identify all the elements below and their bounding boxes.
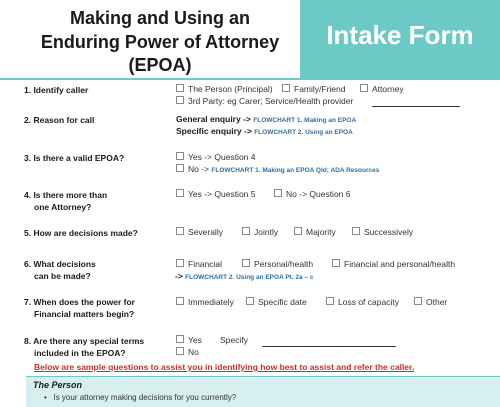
checkbox[interactable] xyxy=(242,227,250,235)
q7-option-loss-of-capacity-label: Loss of capacity xyxy=(338,297,399,307)
question-4-label xyxy=(24,189,107,213)
question-6-label-line-2: can be made? xyxy=(34,271,91,281)
q8-specify-label: Specify xyxy=(220,335,248,345)
question-4-label-line-1: 4. Is there more than xyxy=(24,190,108,200)
person-bullet-text: Is your attorney making decisions for you currently? xyxy=(53,393,237,402)
q4-option-no[interactable] xyxy=(274,189,351,200)
q1-option-third-party[interactable] xyxy=(176,96,353,107)
q1-option-principal[interactable] xyxy=(176,84,273,95)
question-8-label xyxy=(24,335,144,359)
q7-option-other[interactable] xyxy=(414,297,447,308)
q3-option-no-label: No -> xyxy=(188,164,210,174)
q7-option-specific-date[interactable] xyxy=(246,297,307,308)
q2-general-enquiry xyxy=(176,114,356,126)
checkbox[interactable] xyxy=(326,297,334,305)
q2-specific-link[interactable]: FLOWCHART 2. Using an EPOA xyxy=(254,129,353,136)
banner-title: Intake Form xyxy=(326,20,474,50)
q1-option-family-label: Family/Friend xyxy=(294,84,346,94)
q4-option-no-label: No -> Question 6 xyxy=(286,189,351,199)
question-7-label-line-1: 7. When does the power for xyxy=(24,297,135,307)
q3-no-link[interactable]: FLOWCHART 1. Making an EPOA Qld; ADA Resources xyxy=(211,167,380,174)
checkbox[interactable] xyxy=(176,164,184,172)
person-section xyxy=(26,376,500,407)
title-line-1: Making and Using an xyxy=(69,8,251,28)
q8-option-yes[interactable] xyxy=(176,335,202,346)
question-6-label-line-1: 6. What decisions xyxy=(24,259,96,269)
q2-general-link[interactable]: FLOWCHART 1. Making an EPOA xyxy=(253,117,357,124)
q5-option-majority-label: Majority xyxy=(306,227,336,237)
checkbox[interactable] xyxy=(332,259,340,267)
checkbox[interactable] xyxy=(176,259,184,267)
question-4-label-line-2: one Attorney? xyxy=(34,202,92,212)
q6-arrow: -> xyxy=(175,271,183,281)
q5-option-successively-label: Successively xyxy=(364,227,414,237)
header-divider xyxy=(0,78,500,80)
q5-option-severally[interactable] xyxy=(176,227,223,238)
q1-option-family[interactable] xyxy=(282,84,345,95)
question-3-label: 3. Is there a valid EPOA? xyxy=(24,153,125,163)
q3-option-yes-label: Yes -> Question 4 xyxy=(188,152,256,162)
checkbox[interactable] xyxy=(360,84,368,92)
q8-specify-field[interactable] xyxy=(262,346,396,347)
checkbox[interactable] xyxy=(176,96,184,104)
q8-option-no-label: No xyxy=(188,347,199,357)
title-line-2: Enduring Power of Attorney xyxy=(40,32,280,52)
q5-option-jointly[interactable] xyxy=(242,227,278,238)
checkbox[interactable] xyxy=(176,189,184,197)
person-section-title: The Person xyxy=(33,380,83,390)
question-8-label-line-1: 8. Are there any special terms xyxy=(24,336,145,346)
q5-option-severally-label: Severally xyxy=(188,227,223,237)
checkbox[interactable] xyxy=(176,335,184,343)
bullet-dot-icon: • xyxy=(44,393,54,402)
q8-option-yes-label: Yes xyxy=(188,335,202,345)
q6-option-financial[interactable] xyxy=(176,259,222,270)
checkbox[interactable] xyxy=(246,297,254,305)
banner xyxy=(300,0,500,78)
question-8-label-line-2: included in the EPOA? xyxy=(34,348,126,358)
q6-option-personal-label: Personal/health xyxy=(254,259,314,269)
checkbox[interactable] xyxy=(282,84,290,92)
q5-option-jointly-label: Jointly xyxy=(254,227,279,237)
q6-flowchart-link[interactable]: FLOWCHART 2. Using an EPOA Pt. 2a – c xyxy=(185,274,314,281)
person-bullet xyxy=(44,393,236,402)
q8-option-no[interactable] xyxy=(176,347,199,358)
q1-option-attorney-label: Attorney xyxy=(372,84,404,94)
q6-option-both[interactable] xyxy=(332,259,455,270)
q7-option-immediately[interactable] xyxy=(176,297,234,308)
question-7-label xyxy=(24,296,135,320)
checkbox[interactable] xyxy=(414,297,422,305)
q3-option-yes[interactable] xyxy=(176,152,256,163)
question-2-label: 2. Reason for call xyxy=(24,115,95,125)
question-7-label-line-2: Financial matters begin? xyxy=(34,309,135,319)
q6-flowchart-ref xyxy=(175,271,314,283)
checkbox[interactable] xyxy=(176,84,184,92)
checkbox[interactable] xyxy=(352,227,360,235)
checkbox[interactable] xyxy=(274,189,282,197)
q6-option-both-label: Financial and personal/health xyxy=(344,259,456,269)
checkbox[interactable] xyxy=(242,259,250,267)
q7-option-loss-of-capacity[interactable] xyxy=(326,297,399,308)
q5-option-successively[interactable] xyxy=(352,227,413,238)
checkbox[interactable] xyxy=(176,347,184,355)
sample-questions-note: Below are sample questions to assist you in identifying how best to assist and refer the caller. xyxy=(34,362,415,372)
q2-specific-label: Specific enquiry -> xyxy=(176,126,252,136)
q4-option-yes-label: Yes -> Question 5 xyxy=(188,189,256,199)
q2-general-label: General enquiry -> xyxy=(176,114,251,124)
q6-option-financial-label: Financial xyxy=(188,259,223,269)
title-block xyxy=(0,0,300,78)
q7-option-other-label: Other xyxy=(426,297,448,307)
q2-specific-enquiry xyxy=(176,126,353,138)
q1-option-principal-label: The Person (Principal) xyxy=(188,84,273,94)
header xyxy=(0,0,500,78)
question-5-label: 5. How are decisions made? xyxy=(24,228,138,238)
checkbox[interactable] xyxy=(176,297,184,305)
q1-option-attorney[interactable] xyxy=(360,84,404,95)
title-line-3: (EPOA) xyxy=(128,55,192,75)
q6-option-personal[interactable] xyxy=(242,259,313,270)
question-1-label: 1. Identify caller xyxy=(24,85,89,95)
checkbox[interactable] xyxy=(294,227,302,235)
checkbox[interactable] xyxy=(176,152,184,160)
q3-option-no[interactable] xyxy=(176,164,379,176)
q7-option-specific-date-label: Specific date xyxy=(258,297,307,307)
q5-option-majority[interactable] xyxy=(294,227,336,238)
question-6-label xyxy=(24,258,96,282)
q1-third-party-field[interactable] xyxy=(372,106,460,107)
checkbox[interactable] xyxy=(176,227,184,235)
q1-option-third-party-label: 3rd Party: eg Carer; Service/Health provider xyxy=(188,96,354,106)
q7-option-immediately-label: Immediately xyxy=(188,297,234,307)
q4-option-yes[interactable] xyxy=(176,189,256,200)
